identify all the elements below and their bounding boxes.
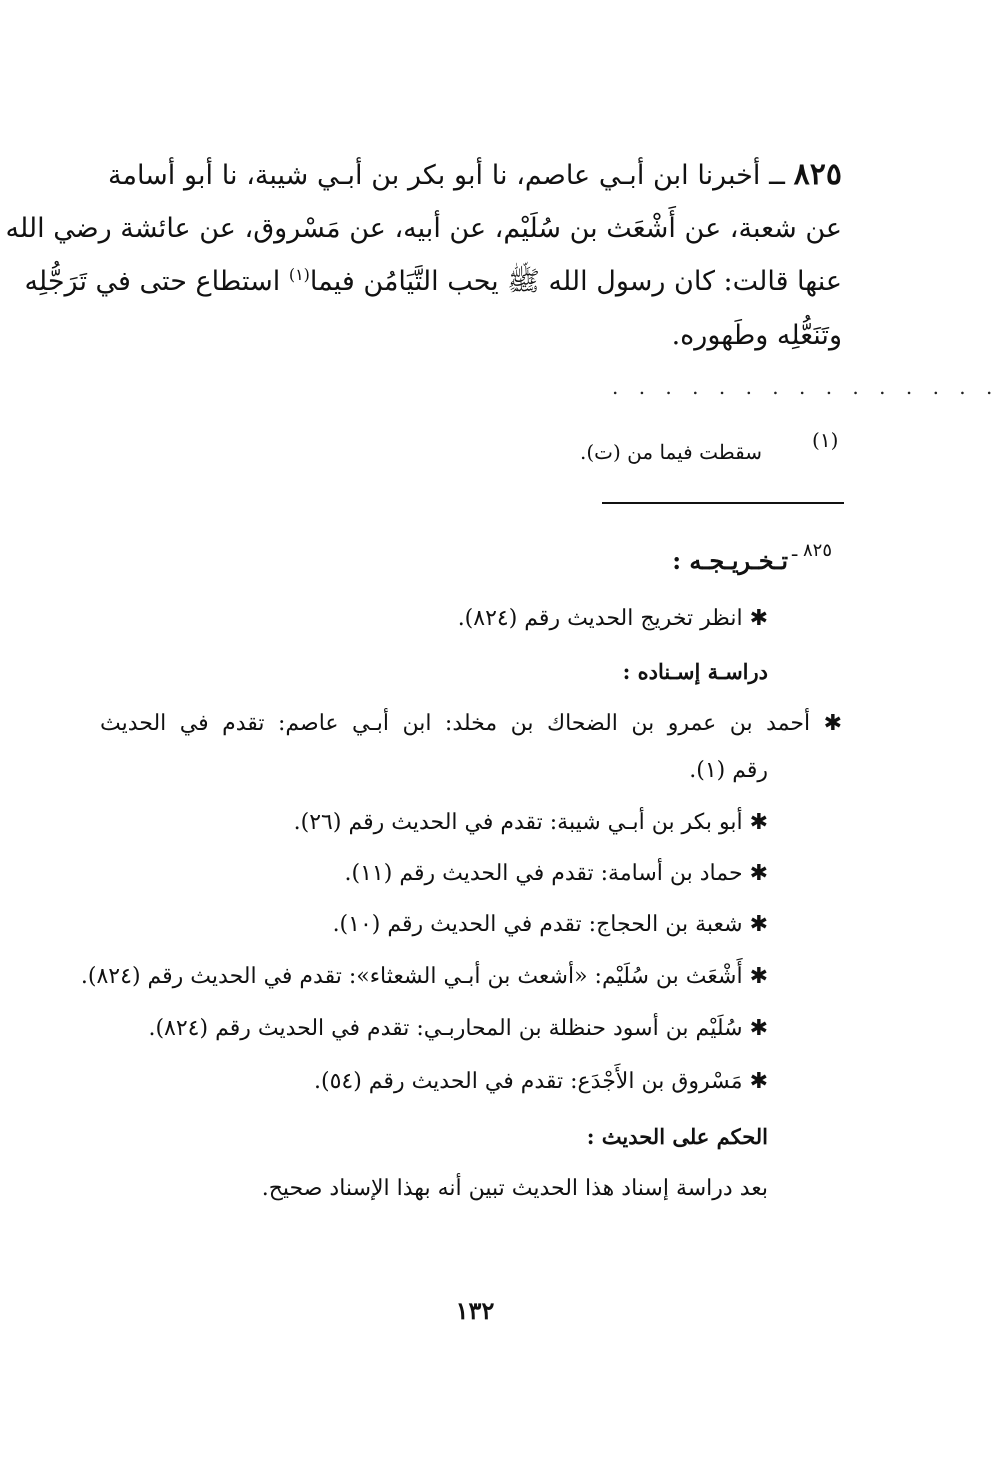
narrator-item: ✱ شعبة بن الحجاج: تقدم في الحديث رقم (١٠).: [332, 912, 768, 937]
bullet-icon: ✱: [749, 861, 768, 886]
hukm-text: بعد دراسة إسناد هذا الحديث تبين أنه بهذا الإسناد صحيح.: [261, 1176, 768, 1201]
bullet-icon: ✱: [749, 912, 768, 937]
footnote-reference: (١): [288, 265, 310, 284]
bullet-icon: ✱: [749, 810, 768, 835]
takhrij-reference: ✱ انظر تخريج الحديث رقم (٨٢٤).: [457, 606, 768, 631]
bullet-icon: ✱: [823, 711, 842, 736]
hadith-number: ٨٢٥: [793, 157, 842, 192]
takhrij-number: ٨٢٥ ـ: [792, 540, 833, 561]
narrator-item: ✱ أَشْعَث بن سُلَيْم: «أشعث بن أبـي الشعثاء»: تقدم في الحديث رقم (٨٢٤).: [80, 964, 768, 989]
hukm-heading: الحكم على الحديث :: [586, 1124, 768, 1149]
bullet-icon: ✱: [749, 1016, 768, 1041]
hadith-text-4: وتَنَعُّلِه وطَهوره.: [671, 320, 842, 351]
dotted-separator: . . . . . . . . . . . . . . .: [612, 375, 999, 399]
bullet-icon: ✱: [749, 1069, 768, 1094]
page-number: ١٣٢: [455, 1296, 495, 1325]
hadith-text-1: أخبرنا ابن أبـي عاصم، نا أبو بكر بن أبـي شيبة، نا أبو أسامة: [108, 160, 761, 191]
bullet-icon: ✱: [749, 606, 768, 631]
hadith-text-3a: عنها قالت: كان رسول الله ﷺ يحب التَّيَامُن فيما: [309, 266, 842, 297]
narrator-item: ✱ سُلَيْم بن أسود حنظلة بن المحاربـي: تقدم في الحديث رقم (٨٢٤).: [148, 1016, 768, 1041]
narrator-item: ✱ مَسْروق بن الأَجْدَع: تقدم في الحديث رقم (٥٤).: [314, 1069, 768, 1094]
narrator-item-continuation: رقم (١).: [689, 758, 768, 783]
footnote-marker: (١): [812, 428, 839, 452]
hadith-line-1: [108, 157, 842, 192]
isnad-heading: دراسـة إسـناده :: [622, 659, 768, 684]
footnote-rule: [602, 502, 844, 504]
narrator-item: ✱ حماد بن أسامة: تقدم في الحديث رقم (١١).: [344, 861, 768, 886]
footnote-text: سقطت فيما من (ت).: [580, 440, 762, 464]
bullet-icon: ✱: [749, 964, 768, 989]
hadith-line-3: [24, 265, 842, 297]
hadith-dash: ــ: [769, 160, 785, 191]
narrator-item: ✱ أحمد بن عمرو بن الضحاك بن مخلد: ابن أبـي عاصم: تقدم في الحديث: [100, 711, 842, 736]
hadith-text-3b: استطاع حتى في تَرَجُّلِه: [24, 266, 281, 297]
takhrij-heading: تـخـريـجـه :: [672, 546, 788, 575]
hadith-text-2: عن شعبة، عن أَشْعَث بن سُلَيْم، عن أبيه، عن مَسْروق، عن عائشة رضي الله: [5, 213, 842, 244]
narrator-item: ✱ أبو بكر بن أبـي شيبة: تقدم في الحديث رقم (٢٦).: [293, 810, 768, 835]
